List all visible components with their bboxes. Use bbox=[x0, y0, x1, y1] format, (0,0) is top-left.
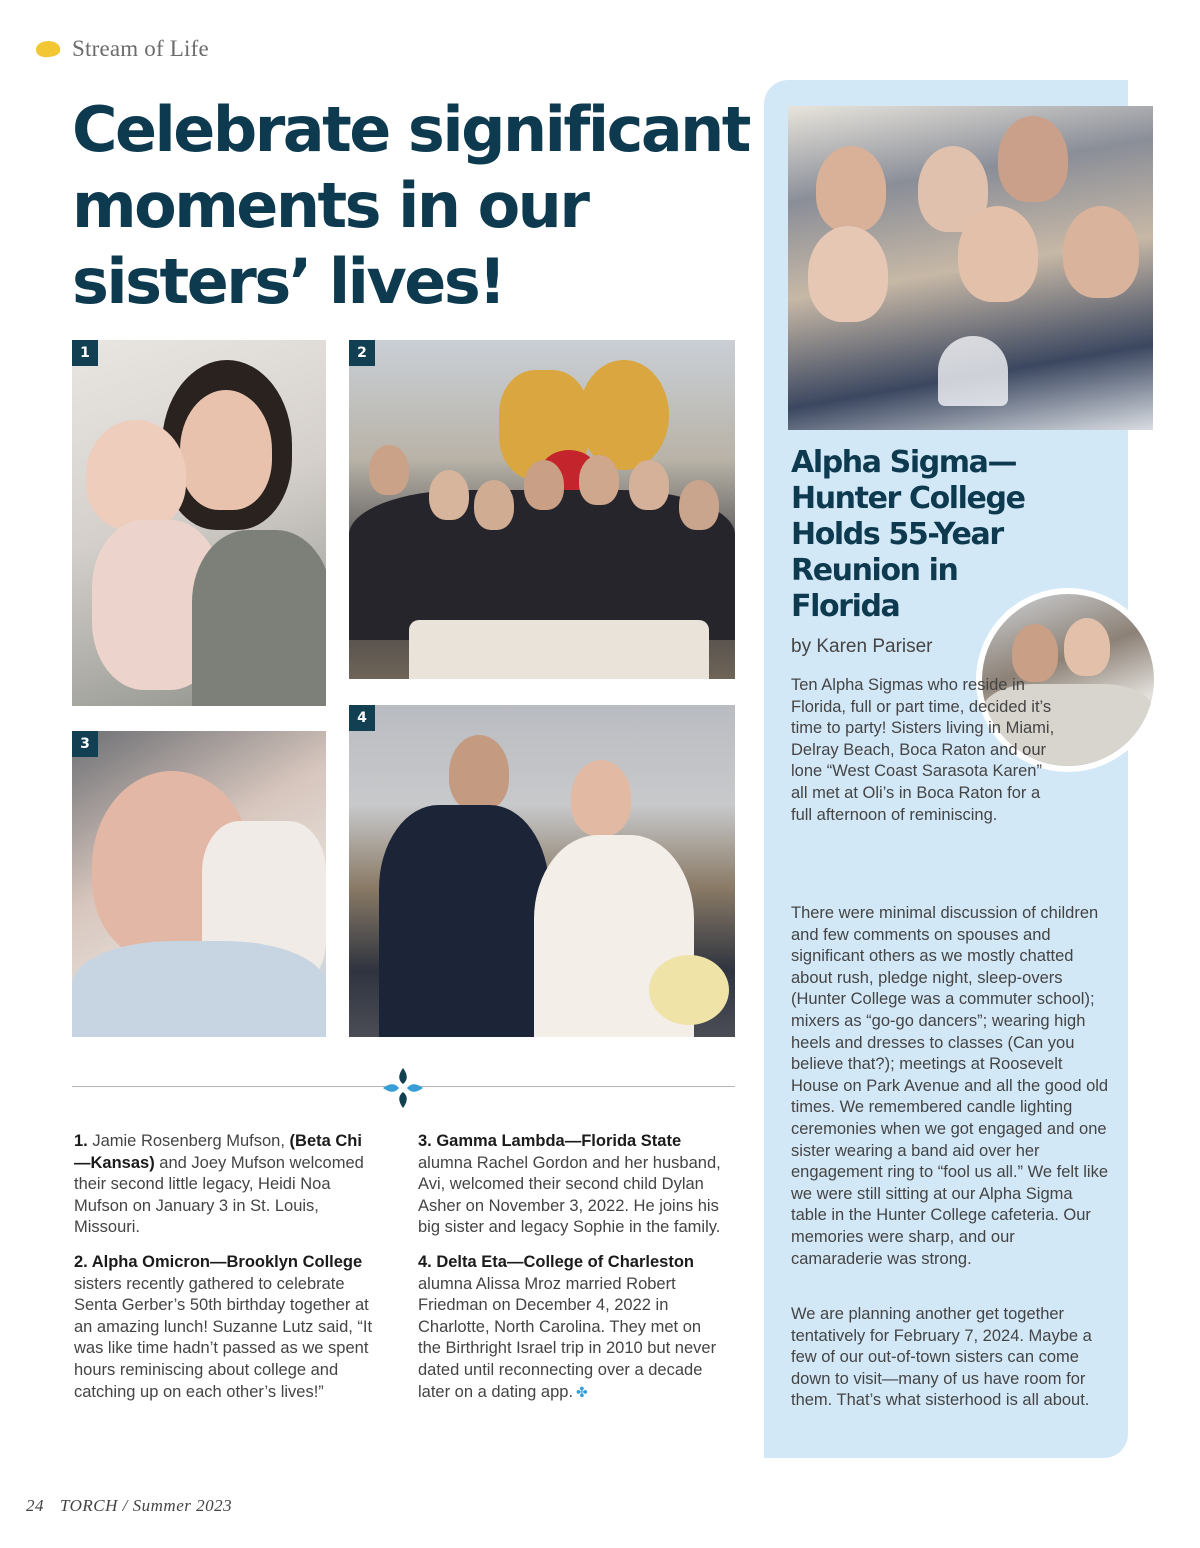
photo-number-badge: 4 bbox=[349, 705, 375, 731]
caption-3 bbox=[418, 1131, 728, 1239]
balloon-0-shape bbox=[579, 360, 669, 470]
photo-2-image bbox=[349, 340, 735, 679]
photo-number-badge: 3 bbox=[72, 731, 98, 757]
face-shape bbox=[1012, 624, 1058, 682]
baby-face-shape bbox=[86, 420, 186, 530]
caption-text: and Joey Mufson welcomed their second little legacy, Heidi Noa Mufson on January 3 in St. Louis, Missouri. bbox=[74, 1153, 364, 1237]
caption-4 bbox=[418, 1252, 728, 1403]
sidebar-paragraph-3: We are planning another get together tentatively for February 7, 2024. Maybe a few of our out-of-town sisters can come down to visit—many of us have room for them. That’s what sisterhood is all about. bbox=[791, 1305, 1092, 1410]
face-shape bbox=[429, 470, 469, 520]
leaf-icon bbox=[35, 39, 61, 58]
caption-2 bbox=[74, 1252, 374, 1403]
caption-chapter: 2. Alpha Omicron—Brooklyn College bbox=[74, 1252, 363, 1271]
sidebar-paragraph-2: There were minimal discussion of children and few comments on spouses and significant others as we mostly chatted about rush, pledge night, sleep-overs (Hunter College was a commuter school); mixers as “go-go dancers”; wearing high heels and dresses to classes (Can you believe that?); meetings at Roosevelt House on Park Avenue and all the good old times. We remembered candle lighting ceremonies when we got engaged and one sister wearing a band aid over her engagement ring to “fool us all.” We felt like we were still sitting at our Alpha Sigma table in the Hunter College cafeteria. Our memories were sharp, and our camaraderie was strong. bbox=[791, 904, 1109, 1268]
face-shape bbox=[808, 226, 888, 322]
face-shape bbox=[816, 146, 886, 232]
photo-3 bbox=[72, 731, 326, 1037]
face-shape bbox=[1063, 206, 1139, 298]
reunion-group-image bbox=[788, 106, 1153, 430]
page-footer bbox=[26, 1496, 232, 1516]
face-shape bbox=[679, 480, 719, 530]
publication-name: TORCH / Summer 2023 bbox=[60, 1496, 233, 1515]
photo-number-badge: 1 bbox=[72, 340, 98, 366]
sidebar-byline: by Karen Pariser bbox=[791, 636, 933, 657]
section-label: Stream of Life bbox=[72, 36, 209, 61]
caption-text: sisters recently gathered to celebrate Senta Gerber’s 50th birthday together at an amazing lunch! Suzanne Lutz said, “It was like time hadn’t passed as we spent hours reminiscing about college and catching up on each other’s lives!” bbox=[74, 1274, 373, 1401]
face-shape bbox=[524, 460, 564, 510]
caption-text: alumna Rachel Gordon and her husband, Avi, welcomed their second child Dylan Asher on November 3, 2022. He joins his big sister and legacy Sophie in the family. bbox=[418, 1153, 721, 1237]
caption-1 bbox=[74, 1131, 374, 1239]
page-headline: Celebrate significant moments in our sisters’ lives! bbox=[72, 93, 749, 318]
face-shape bbox=[474, 480, 514, 530]
caption-chapter: 3. Gamma Lambda—Florida State bbox=[418, 1132, 682, 1150]
section-tag bbox=[36, 36, 209, 62]
flower-ornament-icon bbox=[381, 1066, 425, 1110]
photo-4-image bbox=[349, 705, 735, 1037]
face-shape bbox=[579, 455, 619, 505]
caption-chapter: (Beta Chi—Kansas) bbox=[74, 1132, 362, 1172]
table-shape bbox=[409, 620, 709, 679]
photo-4 bbox=[349, 705, 735, 1037]
face-shape bbox=[998, 116, 1068, 202]
group-shape bbox=[349, 490, 735, 640]
photo-1-image bbox=[72, 340, 326, 706]
face-shape bbox=[958, 206, 1038, 302]
photo-2 bbox=[349, 340, 735, 679]
caption-chapter: 4. Delta Eta—College of Charleston bbox=[418, 1252, 694, 1271]
face-shape bbox=[369, 445, 409, 495]
groom-face-shape bbox=[449, 735, 509, 811]
groom-suit-shape bbox=[379, 805, 549, 1037]
water-glass-shape bbox=[938, 336, 1008, 406]
reunion-group-photo bbox=[788, 106, 1153, 430]
face-shape bbox=[629, 460, 669, 510]
photo-number-badge: 2 bbox=[349, 340, 375, 366]
caption-text: Jamie Rosenberg Mufson, bbox=[87, 1132, 290, 1150]
sidebar-title: Alpha Sigma—Hunter College Holds 55-Year Reunion in Florida bbox=[791, 445, 1025, 624]
bouquet-shape bbox=[649, 955, 729, 1025]
face-shape bbox=[180, 390, 272, 510]
page-number: 24 bbox=[26, 1496, 44, 1515]
captions-left-column bbox=[74, 1131, 374, 1416]
bride-face-shape bbox=[571, 760, 631, 836]
end-mark-icon: ✤ bbox=[576, 1383, 588, 1400]
caption-text: alumna Alissa Mroz married Robert Friedman on December 4, 2022 in Charlotte, North Carolina. They met on the Birthright Israel trip in 2010 but never dated until reconnecting over a decade later on a dating app. bbox=[418, 1274, 717, 1401]
sweater-shape bbox=[192, 530, 326, 706]
sidebar-paragraph-1: Ten Alpha Sigmas who reside in Florida, full or part time, decided it’s time to party! Sisters living in Miami, Delray Beach, Boca Raton and our lone “West Coast Sarasota Karen” all met at Oli’s in Boca Raton for a full afternoon of reminiscing. bbox=[791, 676, 1055, 824]
photo-3-image bbox=[72, 731, 326, 1037]
caption-number: 1. bbox=[74, 1132, 88, 1150]
photo-1 bbox=[72, 340, 326, 706]
fuzzy-blanket-shape bbox=[72, 941, 326, 1037]
captions-right-column bbox=[418, 1131, 728, 1416]
face-shape bbox=[1064, 618, 1110, 676]
